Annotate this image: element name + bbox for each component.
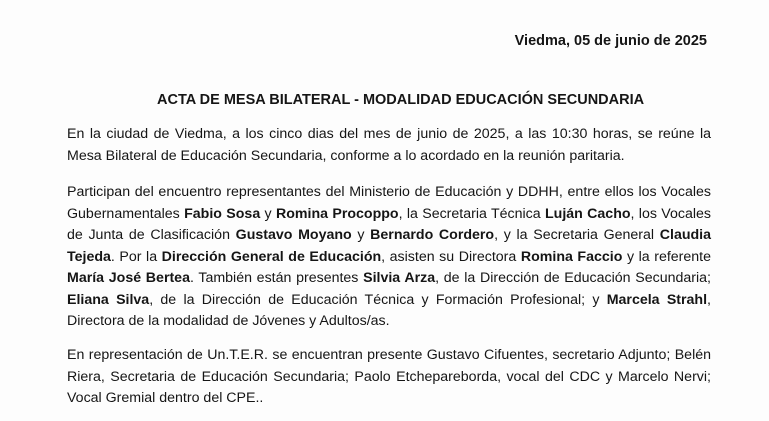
paragraph-opening: En la ciudad de Viedma, a los cinco dias del mes de junio de 2025, a las 10:30 horas, se reúne la Mesa Bilateral de Educación Secundaria, conforme a lo acordado en la reunión paritaria. bbox=[67, 126, 711, 164]
text-segment: , asisten su Directora bbox=[381, 248, 521, 265]
participant-name: Bernardo Cordero bbox=[370, 227, 495, 243]
text-segment: , Directora de la modalidad de Jóvenes y Adultos/as. bbox=[67, 291, 711, 329]
text-segment: , de la Dirección de Educación Secundaria; bbox=[435, 270, 711, 286]
participant-name: Fabio Sosa bbox=[184, 205, 261, 222]
text-segment: , la Secretaria Técnica bbox=[398, 205, 545, 222]
participant-name: Eliana Silva bbox=[67, 291, 150, 308]
text-segment: y la referente bbox=[622, 248, 712, 265]
participant-name: Gustavo Moyano bbox=[235, 227, 352, 243]
participant-name: Luján Cacho bbox=[545, 205, 631, 222]
paragraph-participants bbox=[67, 182, 711, 333]
participant-name: Romina Faccio bbox=[520, 248, 623, 265]
text-segment: . Por la bbox=[110, 248, 162, 265]
text-segment: Participan del encuentro representantes del Ministerio de Educación y DDHH, entre ellos los Vocales Gubernamentales bbox=[67, 184, 711, 222]
participant-name: María José Bertea bbox=[67, 270, 190, 286]
text-segment: . También están presentes bbox=[189, 270, 364, 286]
participant-name: Claudia Tejeda bbox=[67, 227, 711, 265]
participant-name: Romina Procoppo bbox=[276, 205, 399, 222]
text-segment: , y la Secretaria General bbox=[494, 227, 660, 243]
text-segment: y bbox=[260, 205, 276, 222]
document-title: ACTA DE MESA BILATERAL - MODALIDAD EDUCACIÓN SECUNDARIA bbox=[157, 92, 645, 108]
document-date: Viedma, 05 de junio de 2025 bbox=[514, 33, 707, 49]
participant-name: Marcela Strahl bbox=[606, 291, 708, 308]
organization-name: Dirección General de Educación bbox=[161, 248, 382, 265]
text-segment: y bbox=[351, 227, 371, 243]
text-segment: , de la Dirección de Educación Técnica y Formación Profesional; y bbox=[149, 291, 607, 308]
paragraph-union-representatives: En representación de Un.T.E.R. se encuentran presente Gustavo Cifuentes, secretario Adjunto; Belén Riera, Secretaria de Educación Secundaria; Paolo Etchepareborda, vocal del CDC y Marcelo Nervi; Vocal Gremial dentro del CPE.. bbox=[67, 347, 711, 406]
text-segment: , los Vocales de Junta de Clasificación bbox=[67, 205, 711, 243]
participant-name: Silvia Arza bbox=[363, 270, 436, 286]
